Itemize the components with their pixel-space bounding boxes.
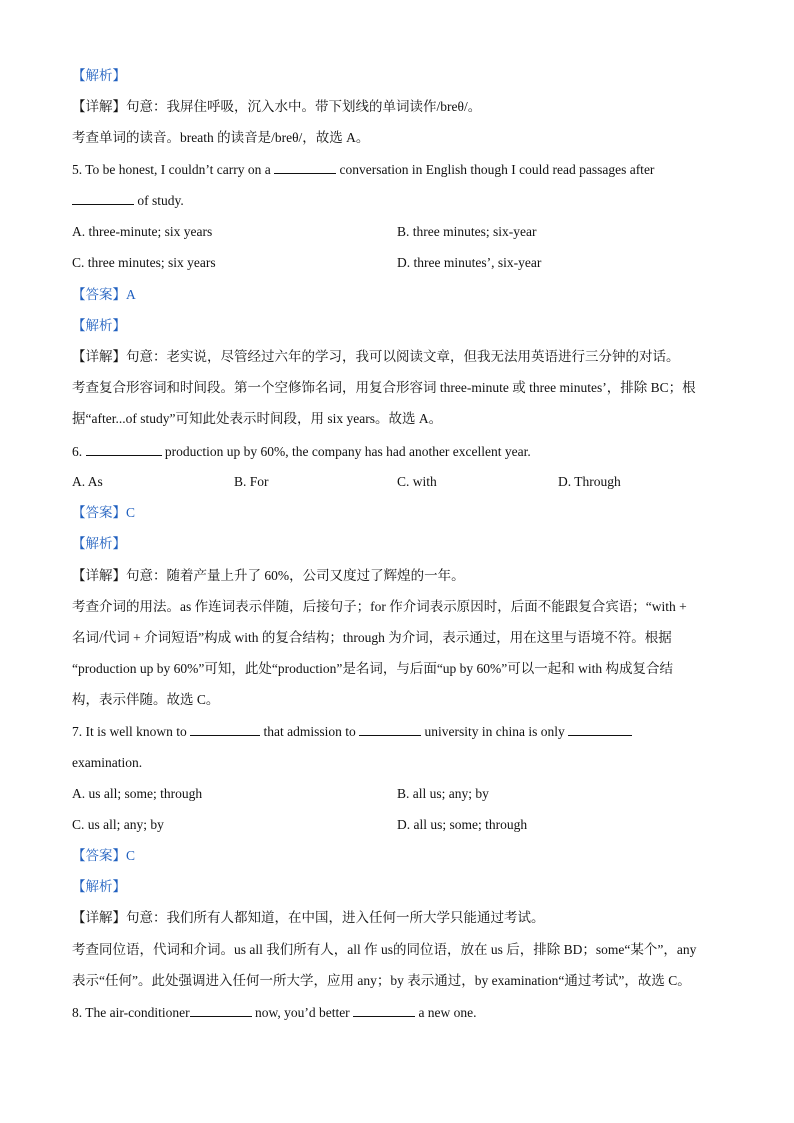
question-7-stem-line1 xyxy=(72,721,632,742)
question-6-stem xyxy=(72,441,531,462)
q6-option-a: A. As xyxy=(72,474,103,489)
q7-stem-d: examination. xyxy=(72,755,143,770)
q7-blank-1 xyxy=(190,721,260,736)
q6-blank-1 xyxy=(86,441,162,456)
q7-blank-2 xyxy=(359,721,421,736)
analysis-label: 【解析】 xyxy=(72,68,126,83)
q5-option-a: A. three-minute; six years xyxy=(72,224,213,239)
q7-stem-a: 7. It is well known to xyxy=(72,724,187,739)
q5-option-d: D. three minutes’, six-year xyxy=(397,255,542,270)
q6-option-b: B. For xyxy=(234,474,269,489)
q8-blank-2 xyxy=(353,1002,415,1017)
q5-explanation-1: 考查复合形容词和时间段。第一个空修饰名词，用复合形容词 three-minute 或 three minutes’，排除 BC；根 xyxy=(72,380,696,395)
q7-analysis-label: 【解析】 xyxy=(72,879,126,894)
explanation-text: 考查单词的读音。breath 的读音是/breθ/，故选 A。 xyxy=(72,130,370,145)
q5-blank-1 xyxy=(274,159,336,174)
q6-answer: 【答案】C xyxy=(72,505,136,520)
q5-stem-c: of study. xyxy=(137,193,184,208)
q7-explanation-1: 考查同位语，代词和介词。us all 我们所有人，all 作 us的同位语，放在 us 后，排除 BD；some“某个”，any xyxy=(72,942,697,957)
q7-answer: 【答案】C xyxy=(72,848,136,863)
q7-detail: 【详解】句意：我们所有人都知道，在中国，进入任何一所大学只能通过考试。 xyxy=(72,910,545,925)
q6-explanation-2: 名词/代词 + 介词短语”构成 with 的复合结构；through 为介词，表示通过，用在这里与语境不符。根据 xyxy=(72,630,672,645)
q6-explanation-4: 构，表示伴随。故选 C。 xyxy=(72,692,220,707)
q5-option-b: B. three minutes; six-year xyxy=(397,224,537,239)
q8-stem-c: a new one. xyxy=(418,1005,477,1020)
q5-option-c: C. three minutes; six years xyxy=(72,255,216,270)
q6-option-d: D. Through xyxy=(558,474,621,489)
q5-stem-a: 5. To be honest, I couldn’t carry on a xyxy=(72,162,271,177)
q6-stem-b: production up by 60%, the company has had another excellent year. xyxy=(164,444,531,459)
q7-stem-c: university in china is only xyxy=(424,724,565,739)
detail-text: 【详解】句意：我屏住呼吸，沉入水中。带下划线的单词读作/breθ/。 xyxy=(72,99,482,114)
question-8-stem xyxy=(72,1002,477,1023)
q6-option-c: C. with xyxy=(397,474,437,489)
q5-blank-2 xyxy=(72,190,134,205)
q8-blank-1 xyxy=(190,1002,252,1017)
question-5-stem-line1 xyxy=(72,159,654,180)
q7-option-a: A. us all; some; through xyxy=(72,786,203,801)
q8-stem-a: 8. The air-conditioner xyxy=(72,1005,190,1020)
q6-detail: 【详解】句意：随着产量上升了 60%，公司又度过了辉煌的一年。 xyxy=(72,568,465,583)
q7-option-c: C. us all; any; by xyxy=(72,817,164,832)
q6-explanation-1: 考查介词的用法。as 作连词表示伴随，后接句子；for 作介词表示原因时，后面不能跟复合宾语；“with + xyxy=(72,599,687,614)
q5-answer: 【答案】A xyxy=(72,287,136,302)
q5-detail: 【详解】句意：老实说，尽管经过六年的学习，我可以阅读文章，但我无法用英语进行三分钟的对话。 xyxy=(72,349,680,364)
q5-explanation-2: 据“after...of study”可知此处表示时间段，用 six years。故选 A。 xyxy=(72,411,443,426)
q6-analysis-label: 【解析】 xyxy=(72,536,126,551)
q6-explanation-3: “production up by 60%”可知，此处“production”是名词，与后面“up by 60%”可以一起和 with 构成复合结 xyxy=(72,661,674,676)
q7-blank-3 xyxy=(568,721,632,736)
q7-explanation-2: 表示“任何”。此处强调进入任何一所大学，应用 any；by 表示通过，by examination“通过考试”，故选 C。 xyxy=(72,973,691,988)
q7-option-d: D. all us; some; through xyxy=(397,817,528,832)
q7-stem-b: that admission to xyxy=(263,724,356,739)
q7-option-b: B. all us; any; by xyxy=(397,786,489,801)
q5-analysis-label: 【解析】 xyxy=(72,318,126,333)
question-5-stem-line2 xyxy=(72,190,184,211)
q6-stem-a: 6. xyxy=(72,444,83,459)
q5-stem-b: conversation in English though I could read passages after xyxy=(339,162,655,177)
q8-stem-b: now, you’d better xyxy=(254,1005,350,1020)
